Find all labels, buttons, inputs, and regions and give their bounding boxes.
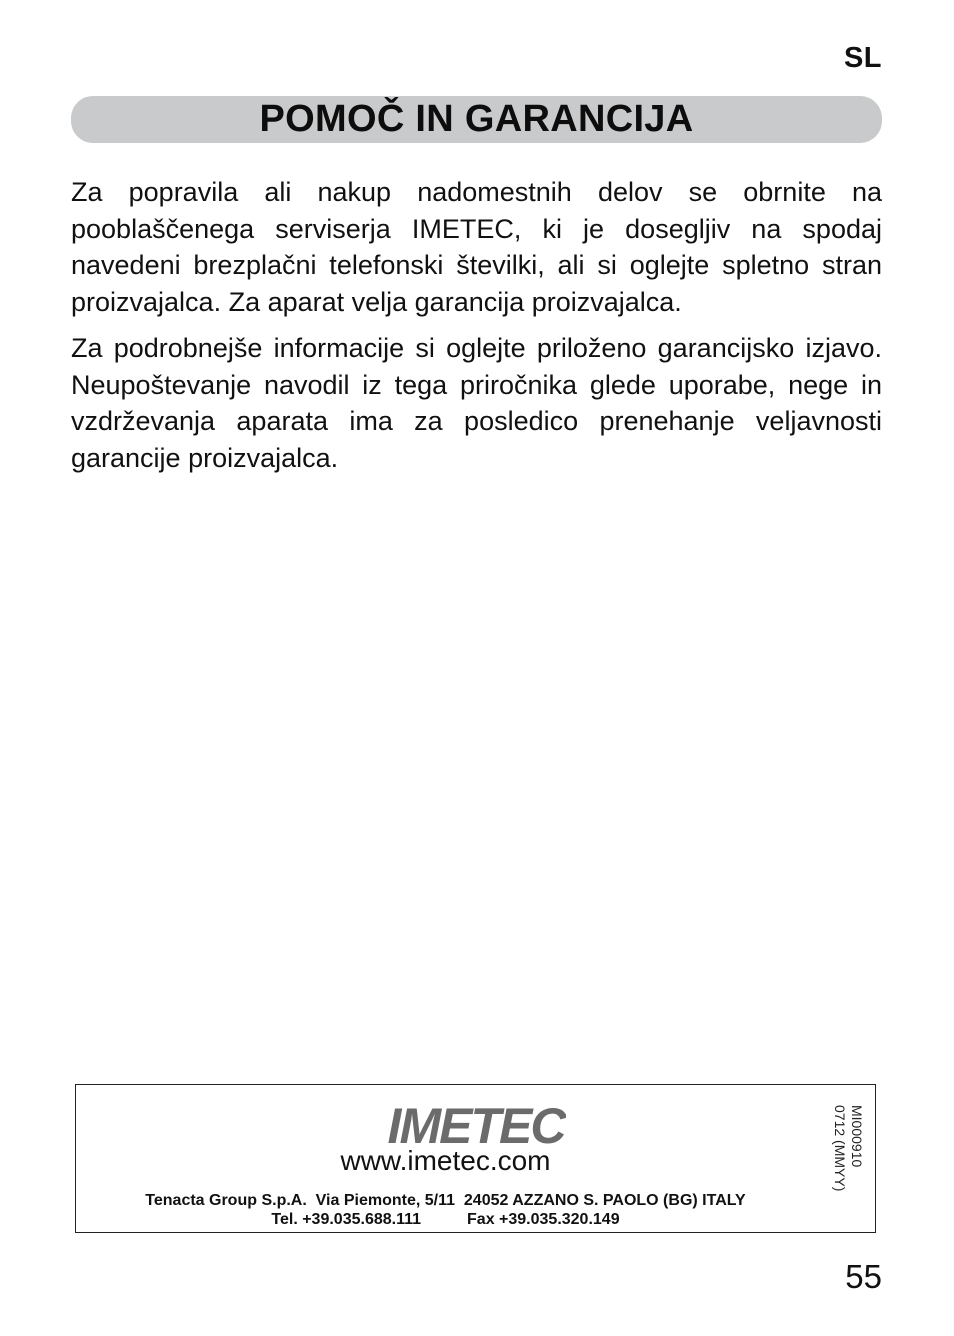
- paragraph-2: Za podrobnejše informacije si oglejte priloženo garancijsko izjavo. Neupoštevanje navodil iz tega priročnika glede uporabe, nege in vzdrževanja aparata ima za posledico prenehanje veljavnosti garancije proizvajalca.: [71, 333, 882, 473]
- body-text: [71, 174, 882, 486]
- paragraph-1: Za popravila ali nakup nadomestnih delov se obrnite na pooblaščenega serviserja IMETEC, ki je dosegljiv na spodaj navedeni brezplačni telefonski številki, ali si oglejte spletno stran proizvajalca. Za aparat velja garancija proizvajalca.: [71, 177, 882, 317]
- document-code: [825, 1105, 865, 1213]
- document-code-line-2: 0712 (MMYY): [832, 1105, 848, 1192]
- website-url: www.imetec.com: [340, 1145, 551, 1176]
- section-title-bar: [71, 96, 882, 143]
- company-address: Tenacta Group S.p.A. Via Piemonte, 5/11 24052 AZZANO S. PAOLO (BG) ITALY: [145, 1192, 746, 1209]
- document-code-line-1: MI000910: [849, 1105, 865, 1168]
- language-code: SL: [843, 42, 882, 74]
- telephone: Tel. +39.035.688.111: [271, 1211, 422, 1228]
- logo-wordmark: IMETEC: [387, 1099, 564, 1151]
- fax: Fax +39.035.320.149: [467, 1211, 620, 1228]
- section-title: POMOČ IN GARANCIJA: [259, 98, 694, 140]
- company-contacts: [76, 1210, 815, 1229]
- page-number: 55: [845, 1258, 882, 1295]
- company-info: [76, 1191, 815, 1229]
- imetec-logo-mark: [386, 1099, 566, 1151]
- footer-box: [75, 1084, 876, 1233]
